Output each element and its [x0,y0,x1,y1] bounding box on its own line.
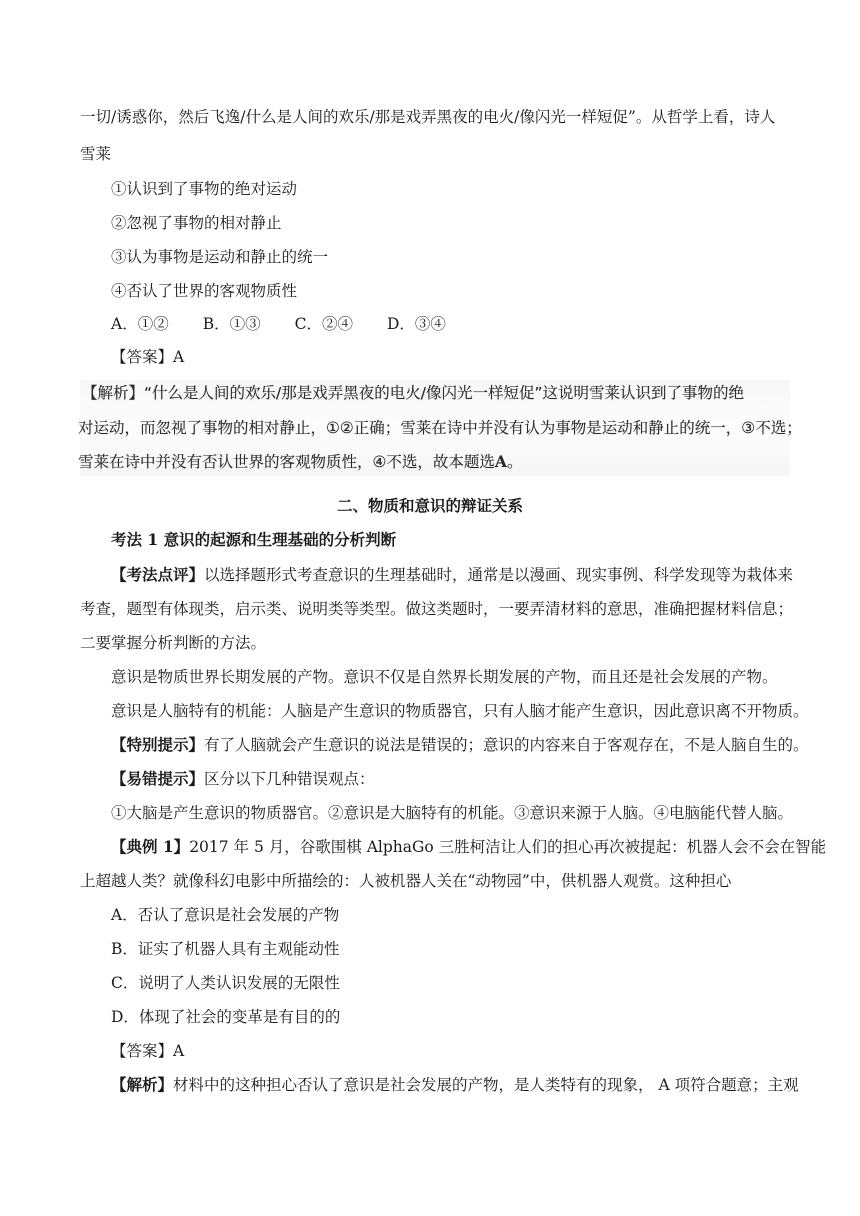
analysis-image [78,380,802,476]
answer-value: A [173,348,185,366]
analysis-line [82,382,744,404]
tip-label: 【特别提示】 [111,735,205,754]
error-tip-label: 【易错提示】 [111,769,205,788]
example-analysis-text: 材料中的这种担心否认了意识是社会发展的产物，是人类特有的现象， A 项符合题意；主观 [173,1076,799,1094]
kaofa-title: 考法 1 意识的起源和生理基础的分析判断 [111,530,397,549]
option-b: B．①③ [202,315,261,333]
example-analysis-label: 【解析】 [111,1075,174,1094]
special-tip [111,734,809,756]
analysis-label: 【解析】 [82,384,145,402]
option-d: D．③④ [386,315,446,333]
example-analysis-line [111,1074,799,1096]
example-line: 上超越人类？就像科幻电影中所描绘的：人被机器人关在“动物园”中，供机器人观赏。这种担心 [80,872,732,890]
statement-3: ③认为事物是运动和静止的统一 [111,248,329,266]
error-tip-text: 区分以下几种错误观点： [204,770,375,788]
answer-options [111,313,480,335]
statement-4: ④否认了世界的客观物质性 [111,282,298,300]
question-text-line: 雪莱 [80,145,112,163]
analysis-line: 对运动，而忽视了事物的相对静止，①②正确；雪莱在诗中并没有认为事物是运动和静止的统一，③不选； [78,419,802,437]
paragraph: 意识是人脑特有的机能：人脑是产生意识的物质器官，只有人脑才能产生意识，因此意识离不开物质。 [111,702,809,720]
option-a: A．①② [111,315,169,333]
review-label: 【考法点评】 [111,565,205,584]
statement-2: ②忽视了事物的相对静止 [111,214,282,232]
example-option-c: C．说明了人类认识发展的无限性 [111,974,340,992]
example-option-d: D．体现了社会的变革是有目的的 [111,1008,341,1026]
error-points: ①大脑是产生意识的物质器官。②意识是大脑特有的机能。③意识来源于人脑。④电脑能代替人脑。 [111,804,794,822]
example-line [111,836,826,858]
section-heading: 二、物质和意识的辩证关系 [336,496,523,515]
example-answer-value: A [173,1042,185,1060]
example-option-a: A．否认了意识是社会发展的产物 [111,906,340,924]
analysis-text: “什么是人间的欢乐/那是戏弄黑夜的电火/像闪光一样短促”这说明雪莱认识到了事物的绝 [144,384,745,402]
analysis-line [78,451,522,473]
review-line: 二要掌握分析判断的方法。 [80,634,267,652]
answer-line [111,346,184,368]
question-text-line: 一切/诱惑你，然后飞逸/什么是人间的欢乐/那是戏弄黑夜的电火/像闪光一样短促”。从哲学上看，诗人 [80,108,776,126]
review-line: 考查，题型有体现类，启示类、说明类等类型。做这类题时，一要弄清材料的意思，准确把握材料信息； [80,600,794,618]
paragraph: 意识是物质世界长期发展的产物。意识不仅是自然界长期发展的产物，而且还是社会发展的产物。 [111,668,778,686]
statement-1: ①认识到了事物的绝对运动 [111,180,298,198]
option-c: C．②④ [294,315,353,333]
example-answer-line [111,1040,184,1062]
example-option-b: B．证实了机器人具有主观能动性 [111,940,340,958]
review-text: 以选择题形式考查意识的生理基础时，通常是以漫画、现实事例、科学发现等为栽体来 [204,566,794,584]
tip-text: 有了人脑就会产生意识的说法是错误的；意识的内容来自于客观存在，不是人脑自生的。 [204,736,809,754]
review-line [111,564,793,586]
example-answer-label: 【答案】 [111,1042,174,1060]
example-text: 2017 年 5 月，谷歌围棋 AlphaGo 三胜柯洁让人们的担心再次被提起：机器人会不会在智能 [189,838,827,856]
answer-label: 【答案】 [111,348,174,366]
error-tip [111,768,375,790]
analysis-text: 雪莱在诗中并没有否认世界的客观物质性，④不选，故本题选 [78,453,495,471]
analysis-answer: A [494,452,507,471]
analysis-text: 。 [506,453,523,471]
example-label: 【典例 1】 [111,837,190,856]
